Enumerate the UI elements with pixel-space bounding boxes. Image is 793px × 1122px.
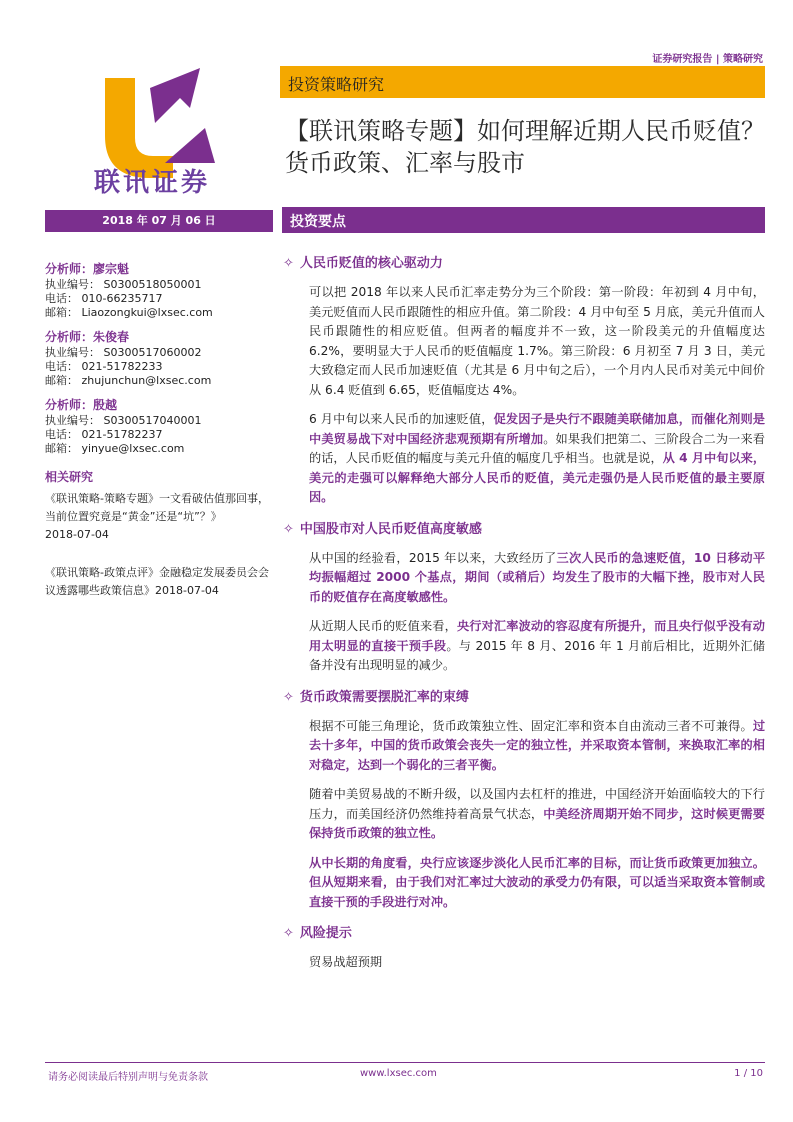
analyst-email[interactable]: 邮箱： Liaozongkui@lxsec.com <box>45 306 213 319</box>
logo-triangle <box>165 128 215 163</box>
paragraph <box>309 953 765 973</box>
section-heading-text: 货币政策需要摆脱汇率的束缚 <box>299 689 469 705</box>
analyst-email[interactable]: 邮箱： zhujunchun@lxsec.com <box>45 374 212 387</box>
body-text: 根据不可能三角理论，货币政策独立性、固定汇率和资本自由流动三者不可兼得。 <box>309 718 753 733</box>
section-heading-text: 风险提示 <box>299 926 352 941</box>
logo-arrow <box>150 68 200 123</box>
related-item-text[interactable]: 《联讯策略-政策点评》金融稳定发展委员会会议透露哪些政策信息》2018-07-04 <box>45 566 269 597</box>
highlight-text: 过去十多年，中国的货币政策会丧失一定的独立性，并采取资本管制，来换取汇率的相对稳定，达到一个弱化的三者平衡。 <box>309 718 765 772</box>
analyst-name: 分析师：朱俊春 <box>45 330 130 344</box>
diamond-bullet-icon: ✧ <box>283 689 294 705</box>
logo-text: 联讯证券 <box>94 168 211 198</box>
body-text: 贸易战超预期 <box>309 955 383 969</box>
diamond-bullet-icon: ✧ <box>283 256 294 271</box>
body-text: 。与 2015 年 8 月、2016 年 1 月前后相比，近期外汇储备并没有出现明显的减少。 <box>309 638 765 672</box>
report-date: 2018 年 07 月 06 日 <box>45 210 273 232</box>
section-heading <box>283 252 765 271</box>
analyst-card <box>45 262 275 320</box>
analyst-name: 分析师：廖宗魁 <box>45 262 130 276</box>
analyst-cert: 执业编号： S0300517060002 <box>45 346 202 359</box>
highlight-text: 促发因子是央行不跟随美联储加息，而催化剂则是中美贸易战下对中国经济悲观预期有所增加 <box>309 412 765 446</box>
paragraph <box>309 283 765 400</box>
diamond-bullet-icon: ✧ <box>283 926 294 941</box>
paragraph <box>309 785 765 844</box>
footer-disclaimer[interactable]: 请务必阅读最后特别声明与免责条款 <box>48 1072 208 1083</box>
analyst-card <box>45 330 275 388</box>
body-text: 随着中美贸易战的不断升级，以及国内去杠杆的推进，中国经济开始面临较大的下行压力，而美国经济仍然维持着高景气状态， <box>309 787 765 821</box>
category-bar <box>280 66 765 98</box>
highlight-text: 从 4 月中旬以来，美元的走强可以解释绝大部分人民币的贬值，美元走强仍是人民币贬值的最主要原因。 <box>309 451 766 504</box>
paragraph <box>309 854 765 913</box>
paragraph <box>309 410 765 508</box>
category-label: 投资策略研究 <box>288 75 385 94</box>
section-heading <box>283 518 765 537</box>
body-text: 从近期人民币的贬值来看， <box>309 619 457 633</box>
report-type: 证券研究报告 | 策略研究 <box>652 54 763 65</box>
paragraph <box>309 617 765 676</box>
highlight-text: 央行对汇率波动的容忍度有所提升，而且央行似乎没有动用太明显的直接干预手段 <box>309 619 765 653</box>
paragraph <box>309 717 765 776</box>
section-bar <box>282 207 765 233</box>
analyst-phone: 电话： 021-51782233 <box>45 360 163 373</box>
body-text: 。如果我们把第二、三阶段合二为一来看的话，人民币贬值的幅度与美元升值的幅度几乎相当。也就是说， <box>309 431 765 465</box>
body-text: 从中国的经验看，2015 年以来，大致经历了 <box>309 550 557 565</box>
report-title: 【联讯策略专题】如何理解近期人民币贬值？货币政策、汇率与股市 <box>285 117 765 177</box>
sidebar <box>45 262 275 620</box>
section-heading-text: 人民币贬值的核心驱动力 <box>299 256 443 271</box>
diamond-bullet-icon: ✧ <box>283 521 294 537</box>
analyst-email[interactable]: 邮箱： yinyue@lxsec.com <box>45 442 185 455</box>
highlight-text: 从中长期的角度看，央行应该逐步淡化人民币汇率的目标，而让货币政策更加独立。但从短期来看，由于我们对汇率过大波动的承受力仍有限，可以适当采取资本管制或直接干预的手段进行对冲。 <box>309 855 765 909</box>
analyst-card <box>45 398 275 456</box>
paragraph <box>309 549 765 608</box>
section-heading <box>283 686 765 705</box>
analyst-name: 分析师：殷越 <box>45 398 118 412</box>
highlight-text: 中美经济周期开始不同步，这时候更需要保持货币政策的独立性。 <box>309 806 765 840</box>
analyst-cert: 执业编号： S0300518050001 <box>45 278 202 291</box>
page-number: 1 / 10 <box>734 1068 763 1079</box>
body-text: 6 月中旬以来人民币的加速贬值， <box>309 412 494 426</box>
footer-website[interactable]: www.lxsec.com <box>360 1068 437 1079</box>
section-heading <box>283 922 765 941</box>
related-item[interactable] <box>45 490 275 544</box>
section-heading-text: 中国股市对人民币贬值高度敏感 <box>299 521 482 537</box>
body-text: 可以把 2018 年以来人民币汇率走势分为三个阶段：第一阶段：年初到 4 月中旬，美元贬值而人民币跟随性的相应升值。第二阶段：4 月中旬至 5 月底，美元升值而人民币跟随性的相应贬值。但两者的幅度并不一致，这一阶段美元的升值幅度达 6.2%，要明显大于人民币的贬值幅度 1.7%。第三阶段：6 月初至 7 月 3 日，美元大致稳定而人民币加速贬值（尤其是 6 月中旬之后），一个月内人民币对美元中间价从 6.4 贬值到 6.65，贬值幅度达 4%。 <box>309 285 765 397</box>
section-title: 投资要点 <box>290 214 346 230</box>
footer-divider <box>45 1062 765 1063</box>
related-item-date: 2018-07-04 <box>45 528 109 541</box>
analyst-phone: 电话： 010-66235717 <box>45 292 163 305</box>
related-item[interactable] <box>45 564 275 600</box>
analyst-cert: 执业编号： S0300517040001 <box>45 414 202 427</box>
analyst-phone: 电话： 021-51782237 <box>45 428 163 441</box>
related-title: 相关研究 <box>45 470 94 484</box>
related-item-text[interactable]: 《联讯策略-策略专题》一文看破估值那回事，当前位置究竟是“黄金”还是“坑”？》 <box>45 492 269 523</box>
highlight-text: 三次人民币的急速贬值，10 日移动平均振幅超过 2000 个基点，期间（或稍后）均发生了股市的大幅下挫，股市对人民币的贬值存在高度敏感性。 <box>309 550 766 604</box>
main-content <box>283 252 765 983</box>
